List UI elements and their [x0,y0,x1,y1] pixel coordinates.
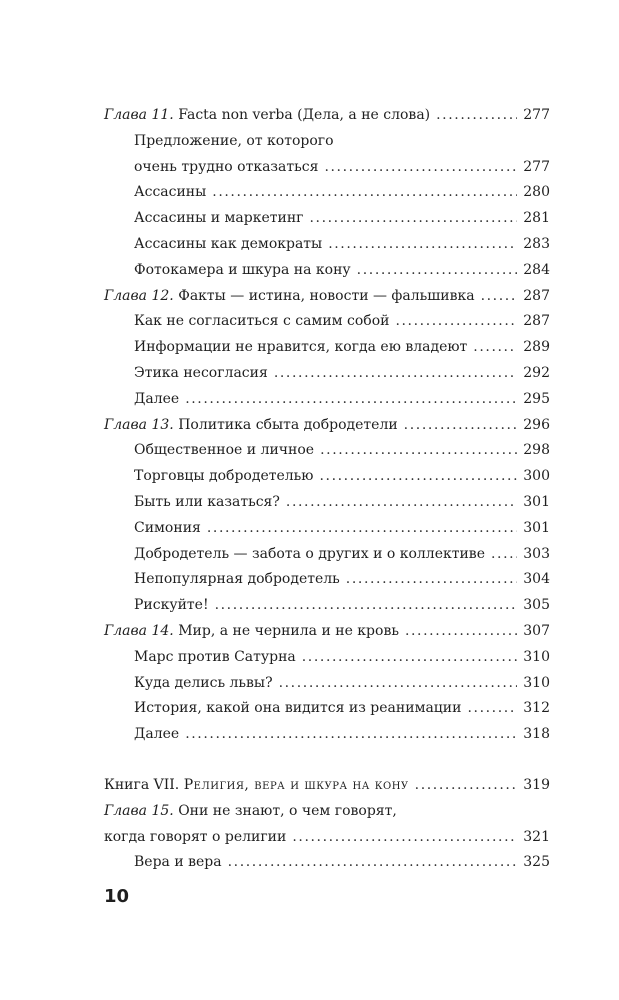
entry-page-number: 325 [523,854,550,871]
toc-entry-label [134,722,179,748]
toc-subentry [104,206,550,232]
dot-leader [207,516,517,542]
toc-subentry [104,361,550,387]
toc-subentry [104,129,550,155]
toc-entry [104,773,550,799]
entry-title: очень трудно отказаться [134,158,319,175]
chapter-number: Глава 14. [104,622,174,639]
entry-title: Далее [134,390,180,407]
dot-leader [357,258,518,284]
entry-page-number: 301 [523,493,550,510]
toc-entry [104,413,550,439]
entry-page-number: 303 [523,545,550,562]
entry-title: История, какой она видится из реанимации [134,700,462,717]
dot-leader [415,773,518,799]
toc-subentry [104,438,550,464]
toc-entry [104,825,550,851]
chapter-number: Глава 12. [104,287,174,304]
dot-leader [395,309,517,335]
entry-title: Рискуйте! [134,597,209,614]
dot-leader [286,490,517,516]
toc-subentry [104,464,550,490]
toc-entry-label [104,799,397,825]
entry-page-number: 318 [523,726,550,743]
entry-title: Предложение, от которого [134,132,334,149]
entry-title: Добродетель — забота о других и о коллективе [134,545,485,562]
entry-title: Факты — истина, новости — фальшивка [178,287,475,304]
toc-subentry [104,722,550,748]
entry-title: Симония [134,519,201,536]
entry-title: Мир, а не чернила и не кровь [178,622,399,639]
entry-page-number: 305 [523,597,550,614]
entry-page-number: 287 [523,287,550,304]
toc-entry-label [134,309,389,335]
entry-title: Непопулярная добродетель [134,571,340,588]
dot-leader [467,696,517,722]
entry-title: Религия, вера и шкура на кону [183,776,409,793]
toc-entry-label [104,413,398,439]
dot-leader [309,206,517,232]
entry-title: Ассасины как демократы [134,235,323,252]
page-number: 10 [104,886,130,907]
entry-page-number: 312 [523,700,550,717]
entry-page-number: 292 [523,364,550,381]
entry-page-number: 321 [523,828,550,845]
toc-subentry [104,645,550,671]
toc-entry-label [104,825,286,851]
toc-entry-label [134,129,334,155]
toc-subentry [104,180,550,206]
toc-entry-label [134,542,485,568]
dot-leader [319,464,517,490]
dot-leader [481,284,518,310]
entry-title: Далее [134,726,180,743]
entry-page-number: 301 [523,519,550,536]
chapter-number: Глава 15. [104,802,174,819]
entry-page-number: 295 [523,390,550,407]
entry-title: Фотокамера и шкура на кону [134,261,351,278]
toc-entry-label [134,567,340,593]
toc-subentry [104,593,550,619]
toc-entry-label [134,490,280,516]
entry-page-number: 277 [523,107,550,123]
dot-leader [491,542,517,568]
toc-subentry [104,850,550,876]
dot-leader [292,825,517,851]
toc-entry-label [134,516,201,542]
entry-page-number: 319 [523,776,550,793]
toc-entry-label [134,696,461,722]
chapter-number: Глава 13. [104,416,174,433]
dot-leader [185,722,517,748]
entry-page-number: 296 [523,416,550,433]
toc-subentry [104,387,550,413]
entry-title: Ассасины [134,184,207,201]
entry-page-number: 307 [523,622,550,639]
dot-leader [302,645,518,671]
entry-title: когда говорят о религии [104,828,287,845]
dot-leader [212,180,517,206]
toc-subentry [104,567,550,593]
toc-entry-label [134,180,206,206]
dot-leader [228,850,518,876]
toc-subentry [104,490,550,516]
toc-entry-label [134,645,296,671]
entry-title: Вера и вера [134,854,222,871]
entry-page-number: 304 [523,571,550,588]
toc-entry-label [134,361,268,387]
toc-subentry [104,258,550,284]
toc-entry-label [134,850,222,876]
dot-leader [274,361,517,387]
entry-title: Куда делись львы? [134,674,273,691]
entry-page-number: 310 [523,674,550,691]
toc-subentry [104,309,550,335]
toc-entry-label [104,619,399,645]
entry-title: Политика сбыта добродетели [178,416,398,433]
entry-title: Facta non verba (Дела, а не слова) [178,107,431,123]
dot-leader [215,593,518,619]
toc-subentry [104,516,550,542]
dot-leader [346,567,517,593]
dot-leader [404,413,518,439]
dot-leader [185,387,517,413]
toc-entry-label [134,438,314,464]
dot-leader [473,335,517,361]
toc-entry-label [134,155,318,181]
toc-entry-label [104,103,430,129]
toc-entry-label [134,206,303,232]
toc-entry-label [134,387,179,413]
entry-page-number: 300 [523,468,550,485]
entry-page-number: 289 [523,339,550,356]
dot-leader [405,619,517,645]
toc-entry-label [134,232,322,258]
toc-subentry [104,335,550,361]
toc-entry [104,799,550,825]
dot-leader [324,155,517,181]
entry-title: Они не знают, о чем говорят, [178,802,397,819]
dot-leader [320,438,517,464]
entry-title: Как не согласиться с самим собой [134,313,390,330]
entry-title: Ассасины и маркетинг [134,210,304,227]
dot-leader [328,232,517,258]
toc-entry-label [134,258,351,284]
entry-title: Быть или казаться? [134,493,280,510]
entry-title: Марс против Сатурна [134,648,296,665]
toc-subentry [104,696,550,722]
entry-page-number: 310 [523,648,550,665]
entry-page-number: 281 [523,210,550,227]
toc-entry-label [134,671,273,697]
entry-page-number: 280 [523,184,550,201]
entry-title: Этика несогласия [134,364,268,381]
toc-entry-label [134,464,313,490]
entry-page-number: 283 [523,235,550,252]
entry-page-number: 298 [523,442,550,459]
dot-leader [279,671,518,697]
chapter-number: Глава 11. [104,107,174,123]
entry-title: Торговцы добродетелью [134,468,314,485]
book-number: Книга VII. [104,776,180,793]
toc-subentry [104,155,550,181]
toc-entry-label [104,773,409,799]
toc-subentry [104,542,550,568]
toc-entry [104,284,550,310]
toc-entry-label [104,284,475,310]
toc-subentry [104,671,550,697]
dot-leader [436,103,517,129]
entry-page-number: 277 [523,158,550,175]
entry-title: Информации не нравится, когда ею владеют [134,339,468,356]
toc-entry-label [134,593,209,619]
entry-title: Общественное и личное [134,442,315,459]
table-of-contents [104,103,550,876]
toc-entry [104,103,550,129]
entry-page-number: 287 [523,313,550,330]
toc-entry [104,619,550,645]
entry-page-number: 284 [523,261,550,278]
toc-subentry [104,232,550,258]
toc-entry-label [134,335,467,361]
